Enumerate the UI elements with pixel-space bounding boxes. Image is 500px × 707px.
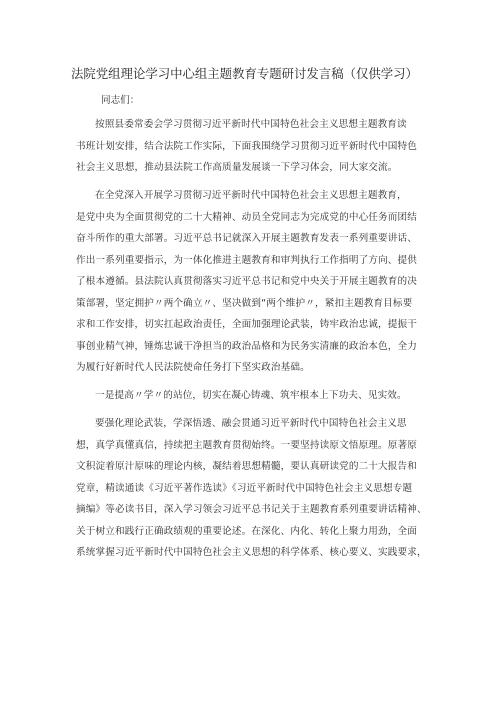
text-line: 在全党深入开展学习贯彻习近平新时代中国特色社会主义思想主题教育， [95,190,407,201]
text-line: 系统掌握习近平新时代中国特色社会主义思想的科学体系、核心要义、实践要求， [76,547,427,558]
text-line: 书班计划安排，结合法院工作实际，下面我围绕学习贯彻习近平新时代中国特色 [76,140,418,152]
text-line: 策部署，坚定拥护〃两个确立〃、坚决做到“两个维护〃，紧扣主题教育目标要 [76,297,413,309]
text-line: 一是提高〃学〃的站位，切实在凝心铸魂、筑牢根本上下功夫、见实效。 [95,390,407,401]
text-line: 关于树立和践行正确政绩观的重要论述。在深化、内化、转化上聚力用劲，全面 [76,525,418,537]
text-line: 要强化理论武装，学深悟透、融会贯通习近平新时代中国特色社会主义思 [95,418,407,429]
text-line: 了根本遵循。县法院认真贯彻落实习近平总书记和党中央关于开展主题教育的决 [76,276,418,287]
paragraph-4 [76,413,436,564]
paragraph-2 [76,185,436,379]
text-line: 奋斗所作的重大部署。习近平总书记就深入开展主题教育发表一系列重要讲话、 [76,233,418,244]
text-line: 想，真学真懂真信，持续把主题教育贯彻始终。一要坚持读原文悟原理。原著原 [76,439,418,451]
paragraph-1 [76,114,436,179]
text-line: 事创业精气神，锤炼忠诚干净担当的政治品格和为民务实清廉的政治本色，全力 [76,340,418,352]
text-line: 摘编》等必读书目，深入学习领会习近平总书记关于主题教育系列重要讲话精神、 [76,504,427,515]
text-line: 作出一系列重要指示，为一体化推进主题教育和审判执行工作指明了方向、提供 [76,254,418,266]
greeting: 同志们： [101,95,140,106]
text-line: 是党中央为全面贯彻党的二十大精神、动员全党同志为完成党的中心任务而团结 [76,211,418,223]
text-line: 党章，精读通读《习近平著作选读》《习近平新时代中国特色社会主义思想专题 [76,482,413,494]
text-line: 求和工作安排，切实扛起政治责任，全面加强理论武装，铸牢政治忠诚，提振干 [76,319,418,330]
paragraph-3 [76,385,436,407]
document-title: 法院党组理论学习中心组主题教育专题研讨发言稿（仅供学习） [71,66,418,81]
text-line: 文积淀着原汁原味的理论内核，凝结着思想精髓，要认真研读党的二十大报告和 [76,461,418,472]
text-line: 按照县委常委会学习贯彻习近平新时代中国特色社会主义思想主题教育读 [95,119,407,130]
text-line: 社会主义思想，推动县法院工作高质量发展谈一下学习体会，同大家交流。 [76,162,398,173]
document-body [76,114,436,570]
text-line: 为履行好新时代人民法院使命任务打下坚实政治基础。 [76,362,310,373]
